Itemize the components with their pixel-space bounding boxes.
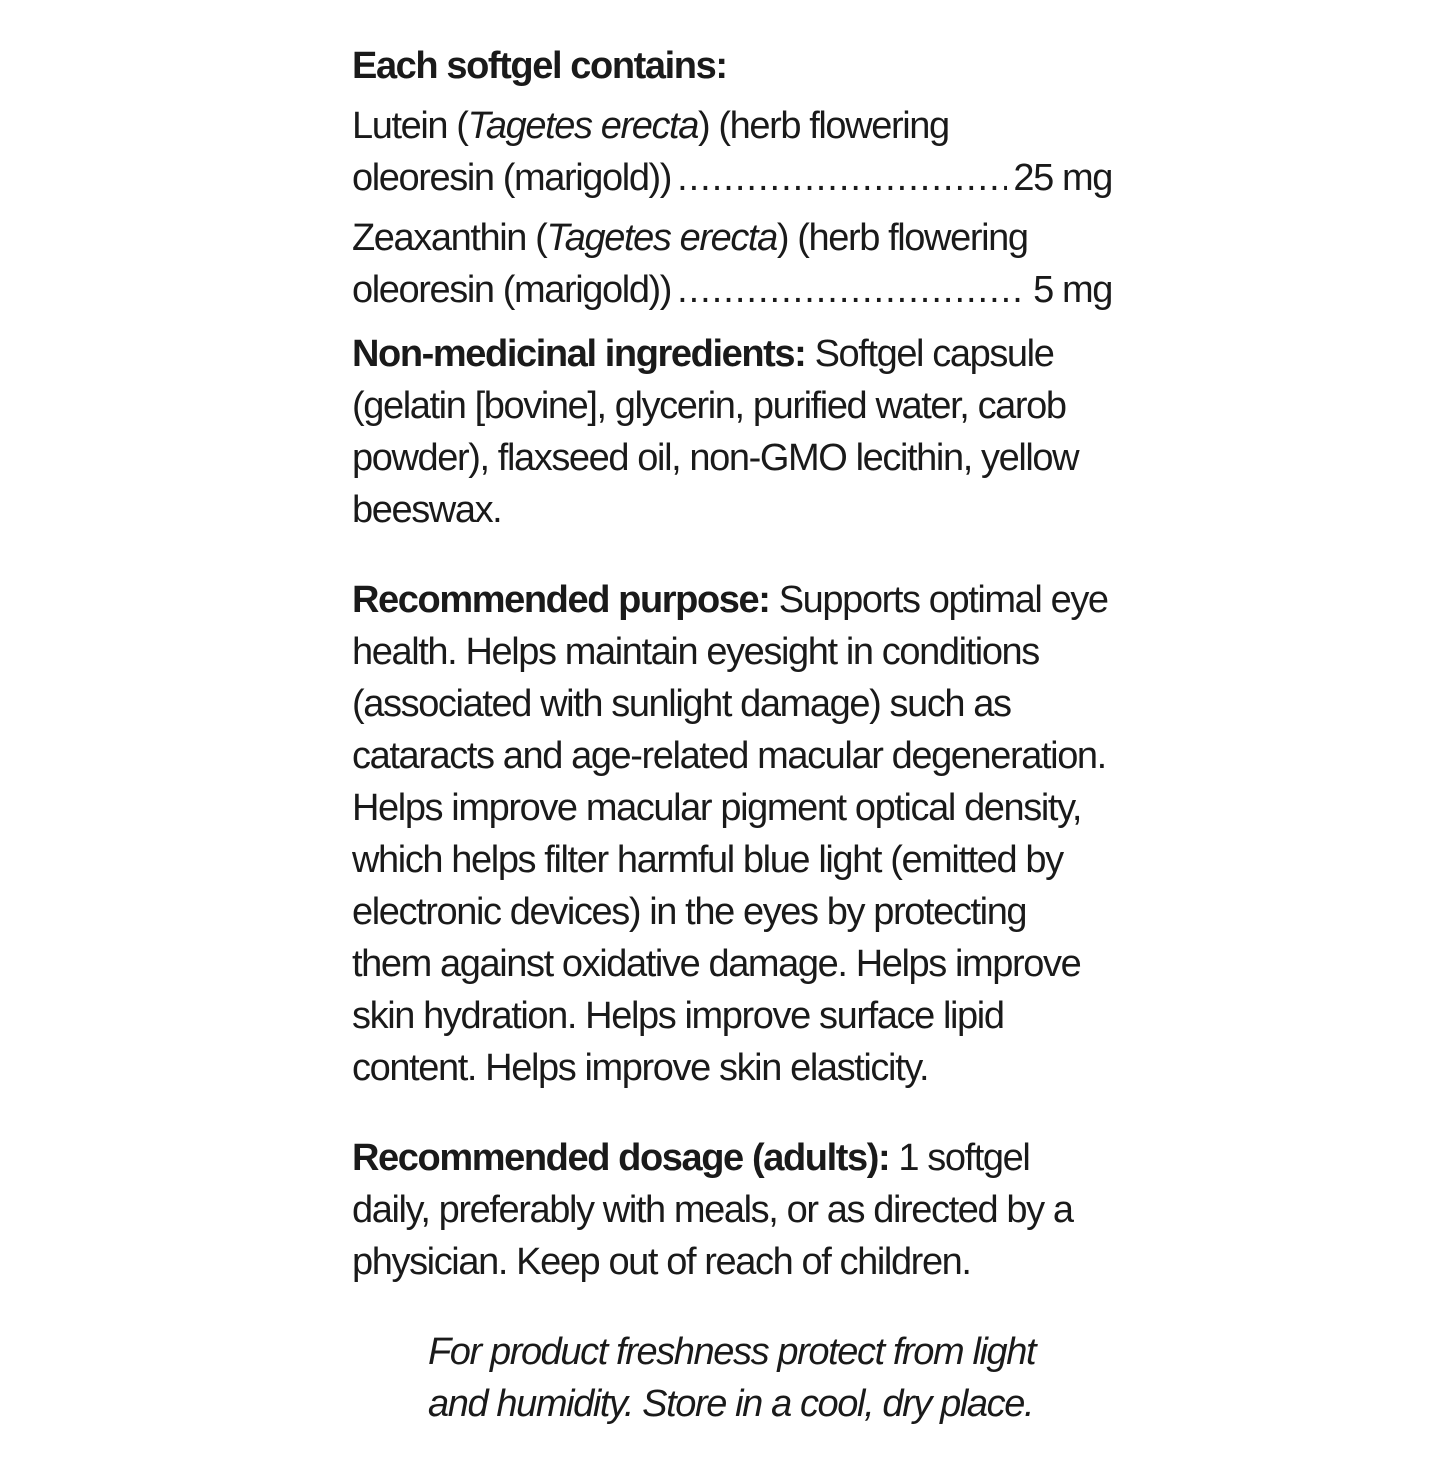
dosage-text: 1 softgel daily, preferably with meals, or as directed by a physician. Keep out of reach of children. [352,1137,1073,1283]
dot-leader [677,152,1007,204]
dosage-section [352,1132,1112,1288]
ingredient-dose-line [352,264,1112,316]
purpose-section [352,574,1112,1094]
purpose-text: Supports optimal eye health. Helps maintain eyesight in conditions (associated with sunlight damage) such as cataracts and age-related macular degeneration. Helps improve macular pigment optical density, which helps filter harmful blue light (emitted by electronic devices) in the eyes by protecting them against oxidative damage. Helps improve skin hydration. Helps improve surface lipid content. Helps improve skin elasticity. [352,579,1108,1089]
dot-leader [677,264,1027,316]
non-medicinal-text: Softgel capsule (gelatin [bovine], glycerin, purified water, carob powder), flaxseed oil, non-GMO lecithin, yellow beeswax. [352,333,1079,531]
contains-heading: Each softgel contains: [352,45,727,87]
supplement-label [352,40,1112,1468]
ingredient-source: oleoresin (marigold)) [352,269,672,311]
ingredient-amount: 25 mg [1013,157,1112,199]
ingredient-name-line: Lutein (Tagetes erecta) (herb flowering [352,105,949,147]
non-medicinal-heading: Non-medicinal ingredients: [352,333,806,375]
ingredient-amount: 5 mg [1033,269,1112,311]
purpose-heading: Recommended purpose: [352,579,770,621]
ingredient-lutein [352,100,1112,204]
ingredient-name: Zeaxanthin [352,217,527,259]
storage-note: For product freshness protect from light and humidity. Store in a cool, dry place. [428,1331,1036,1425]
non-medicinal-section [352,328,1112,536]
ingredient-name-line: Zeaxanthin (Tagetes erecta) (herb flowering [352,217,1028,259]
dosage-heading: Recommended dosage (adults): [352,1137,890,1179]
ingredient-zeaxanthin [352,212,1112,316]
ingredient-name: Lutein [352,105,448,147]
ingredient-dose-line [352,152,1112,204]
ingredient-species: Tagetes erecta [546,217,777,259]
ingredient-species: Tagetes erecta [467,105,698,147]
ingredient-source: oleoresin (marigold)) [352,157,672,199]
